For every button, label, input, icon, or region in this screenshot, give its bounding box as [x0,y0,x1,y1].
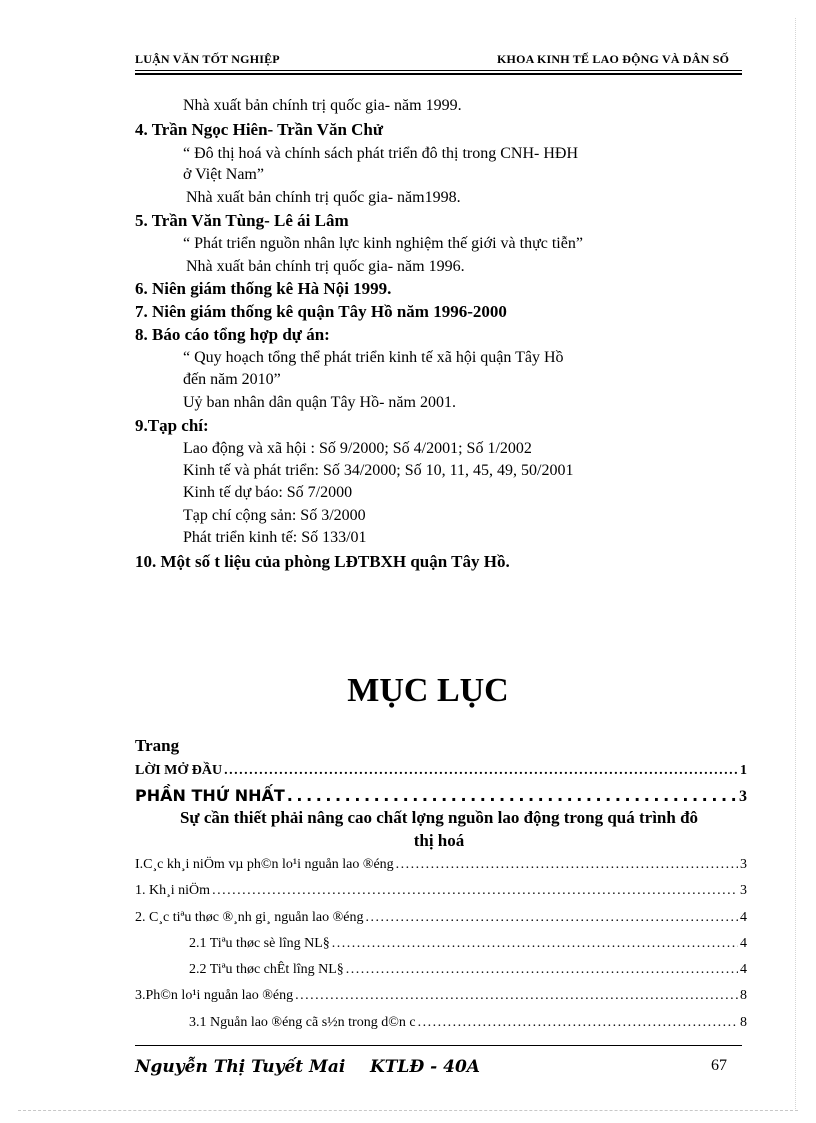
ref-item-7-title: 7. Niên giám thống kê quận Tây Hồ năm 1996-2000 [135,302,507,321]
toc-entry-text: PHẦN THỨ NHẤT [135,786,285,805]
ref-item-4-line-2: ở Việt Nam” [183,166,264,183]
toc-entry-text: 2. C¸c tiªu thøc ®¸nh gi¸ nguån lao ®éng [135,910,364,925]
toc-leader [295,988,738,1004]
toc-part-subtitle-line-2: thị hoá [413,831,465,850]
toc-entry-section-i[interactable] [135,857,747,873]
header-right: KHOA KINH TẾ LAO ĐỘNG VÀ DÂN SỐ [497,52,730,66]
ref-item-4-title: 4. Trần Ngọc Hiên- Trần Văn Chử [135,120,384,139]
toc-entry-3-1[interactable] [189,1015,747,1031]
ref-item-10-title: 10. Một số t liệu của phòng LĐTBXH quận Tây Hồ. [135,552,510,571]
toc-leader [365,910,738,926]
ref-item-9-line-2: Kinh tế và phát triển: Số 34/2000; Số 10, 11, 45, 49, 50/2001 [183,462,574,479]
toc-entry-page: 4 [740,910,747,925]
ref-item-8-line-3: Uỷ ban nhân dân quận Tây Hồ- năm 2001. [183,394,456,411]
toc-entry-3[interactable] [135,988,747,1004]
toc-entry-text: LỜI MỞ ĐẦU [135,763,223,778]
toc-leader [418,1015,738,1031]
toc-entry-page: 3 [740,857,747,872]
footer-author: Nguyễn Thị Tuyết Mai [135,1057,346,1077]
toc-leader [332,936,738,952]
ref-item-4-line-1: “ Đô thị hoá và chính sách phát triển đô thị trong CNH- HĐH [183,145,579,162]
ref-item-5-line-2: Nhà xuất bản chính trị quốc gia- năm 1996. [186,258,465,275]
toc-leader [224,763,738,779]
ref-item-9-title: 9.Tạp chí: [135,416,209,435]
toc-entry-page: 8 [740,1015,747,1030]
toc-entry-text: 3.Ph©n lo¹i nguån lao ®éng [135,988,294,1003]
toc-entry-loi-mo-dau[interactable] [135,763,747,779]
toc-entry-phan-thu-nhat[interactable] [135,786,747,806]
ref-item-9-line-1: Lao động và xã hội : Số 9/2000; Số 4/2001; Số 1/2002 [183,440,532,457]
toc-part-subtitle-line-1: Sự cần thiết phải nâng cao chất lợng nguồn lao động trong quá trình đô [179,808,699,827]
toc-leader [396,857,738,873]
toc-leader [346,962,738,978]
ref-item-8-line-1: “ Quy hoạch tổng thể phát triển kinh tế xã hội quận Tây Hồ [183,349,564,366]
ref-item-9-line-3: Kinh tế dự báo: Số 7/2000 [183,484,353,501]
toc-entry-page: 8 [740,988,747,1003]
footer-class: KTLĐ - 40A [370,1057,480,1077]
toc-entry-page: 4 [740,936,747,951]
toc-leader [212,883,738,899]
toc-entry-page: 3 [740,883,747,898]
header-rule-thin [135,70,742,71]
header-rule-thick [135,73,742,75]
toc-entry-text: 2.2 Tiªu thøc chÊt lîng NL§ [189,962,344,977]
toc-entry-text: I.C¸c kh¸i niÖm vµ ph©n lo¹i nguån lao ®éng [135,857,394,872]
page-edge-right [795,18,796,1109]
toc-leader [287,786,737,805]
ref-item-5-line-1: “ Phát triển nguồn nhân lực kinh nghiệm thế giới và thực tiễn” [183,235,583,252]
footer-rule [135,1045,742,1046]
toc-entry-text: 2.1 Tiªu thøc sè lîng NL§ [189,936,330,951]
footer-page-number: 67 [711,1057,727,1074]
header-left: LUẬN VĂN TỐT NGHIỆP [135,52,280,66]
ref-item-8-line-2: đến năm 2010” [183,371,281,388]
toc-entry-page: 3 [739,788,747,805]
toc-entry-text: 3.1 Nguån lao ®éng cã s½n trong d©n c [189,1015,416,1030]
ref-item-9-line-5: Phát triển kinh tế: Số 133/01 [183,529,367,546]
ref-item-4-line-3: Nhà xuất bản chính trị quốc gia- năm1998. [186,189,461,206]
toc-title: MỤC LỤC [347,672,509,709]
ref-item-5-title: 5. Trần Văn Tùng- Lê ái Lâm [135,211,349,230]
toc-entry-page: 1 [740,763,747,778]
toc-entry-2-2[interactable] [189,962,747,978]
ref-item-8-title: 8. Báo cáo tổng hợp dự án: [135,325,330,344]
toc-trang-label: Trang [135,736,180,755]
ref-line-top: Nhà xuất bản chính trị quốc gia- năm 1999. [183,97,462,114]
toc-entry-2-1[interactable] [189,936,747,952]
ref-item-6-title: 6. Niên giám thống kê Hà Nội 1999. [135,279,392,298]
page-edge-bottom [18,1110,798,1111]
ref-item-9-line-4: Tạp chí cộng sản: Số 3/2000 [183,507,366,524]
toc-entry-2[interactable] [135,910,747,926]
toc-entry-page: 4 [740,962,747,977]
toc-entry-text: 1. Kh¸i niÖm [135,883,211,898]
toc-entry-1[interactable] [135,883,747,899]
